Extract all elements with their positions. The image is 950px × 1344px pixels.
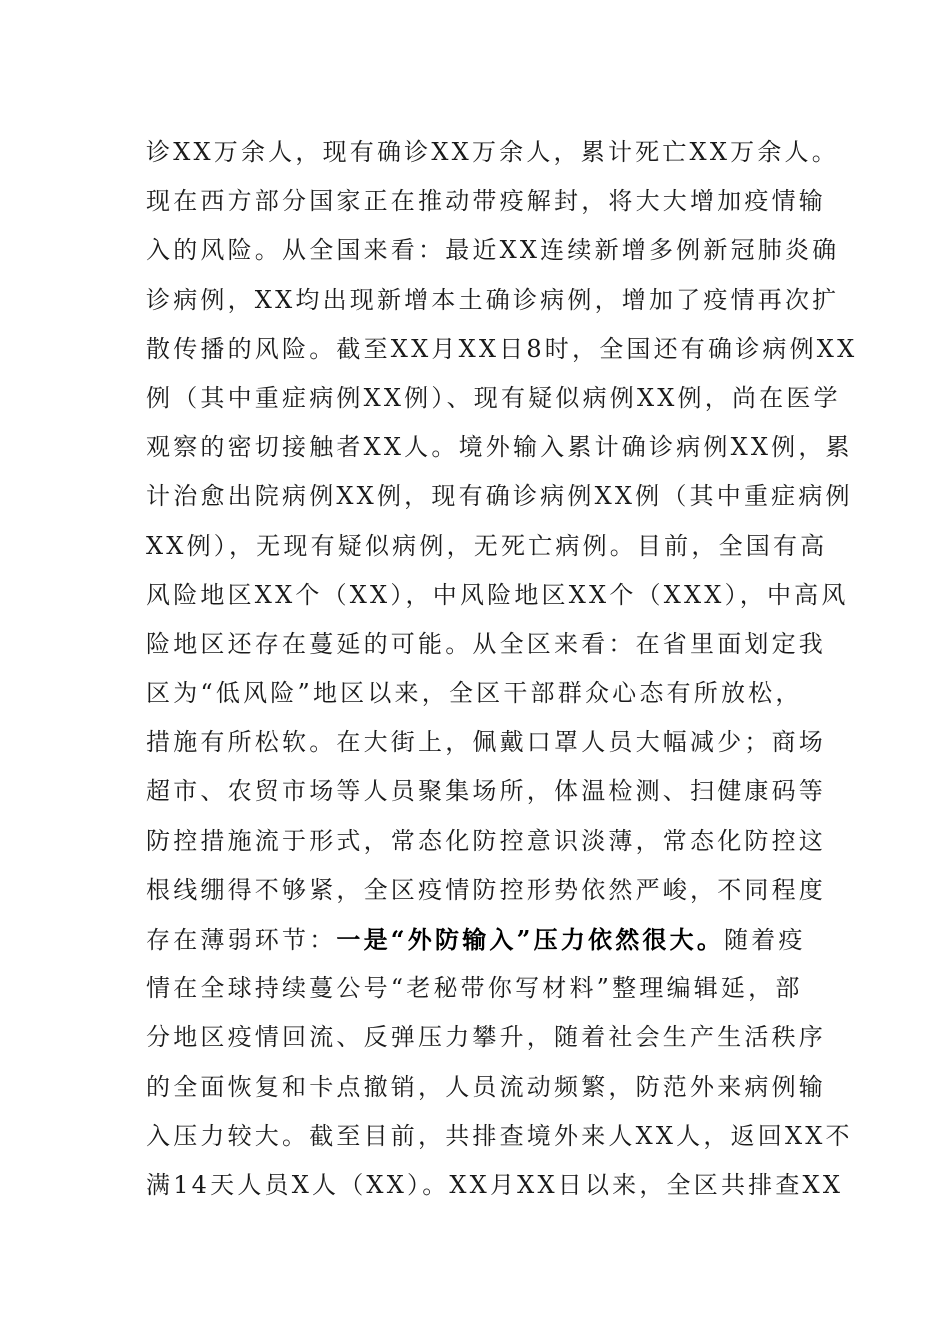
- text-line: 观察的密切接触者XX人。境外输入累计确诊病例XX例，累: [146, 433, 853, 462]
- text-line: 防控措施流于形式，常态化防控意识淡薄，常态化防控这: [146, 826, 826, 855]
- text-line: 诊XX万余人，现有确诊XX万余人，累计死亡XX万余人。: [146, 138, 839, 166]
- text-line: 措施有所松软。在大街上，佩戴口罩人员大幅减少；商场: [146, 728, 826, 757]
- text-line: 风险地区XX个（XX），中风险地区XX个（XXX），中高风: [146, 580, 849, 609]
- text-line: XX例），无现有疑似病例，无死亡病例。目前，全国有高: [146, 531, 828, 560]
- text-line: 满14天人员X人（XX）。XX月XX日以来，全区共排查XX: [146, 1170, 844, 1199]
- text-line: 入的风险。从全国来看：最近XX连续新增多例新冠肺炎确: [146, 236, 840, 265]
- text-line: 散传播的风险。截至XX月XX日8时，全国还有确诊病例XX: [146, 334, 858, 363]
- text-line: 情在全球持续蔓公号“老秘带你写材料”整理编辑延，部: [146, 974, 803, 1003]
- text-line: 超市、农贸市场等人员聚集场所，体温检测、扫健康码等: [146, 777, 826, 806]
- text-line-mixed: [146, 915, 811, 964]
- text-line: 入压力较大。截至目前，共排查境外来人XX人，返回XX不: [146, 1121, 853, 1150]
- line-suffix: 随着疫: [724, 926, 806, 954]
- line-prefix: 存在薄弱环节：: [146, 926, 337, 954]
- text-line: 险地区还存在蔓延的可能。从全区来看：在省里面划定我: [146, 629, 826, 658]
- text-line: 的全面恢复和卡点撤销，人员流动频繁，防范外来病例输: [146, 1072, 826, 1101]
- text-line: 计治愈出院病例XX例，现有确诊病例XX例（其中重症病例: [146, 482, 853, 511]
- text-line: 例（其中重症病例XX例）、现有疑似病例XX例，尚在医学: [146, 383, 841, 412]
- text-line: 分地区疫情回流、反弹压力攀升，随着社会生产生活秩序: [146, 1023, 826, 1052]
- text-line: 现在西方部分国家正在推动带疫解封，将大大增加疫情输: [146, 187, 826, 216]
- bold-heading: 一是“外防输入”压力依然很大。: [336, 925, 725, 954]
- text-line: 诊病例，XX均出现新增本土确诊病例，增加了疫情再次扩: [146, 285, 840, 314]
- text-line: 根线绷得不够紧，全区疫情防控形势依然严峻，不同程度: [146, 875, 826, 904]
- text-line: 区为“低风险”地区以来，全区干部群众心态有所放松，: [146, 679, 803, 708]
- body-text: [146, 128, 858, 1210]
